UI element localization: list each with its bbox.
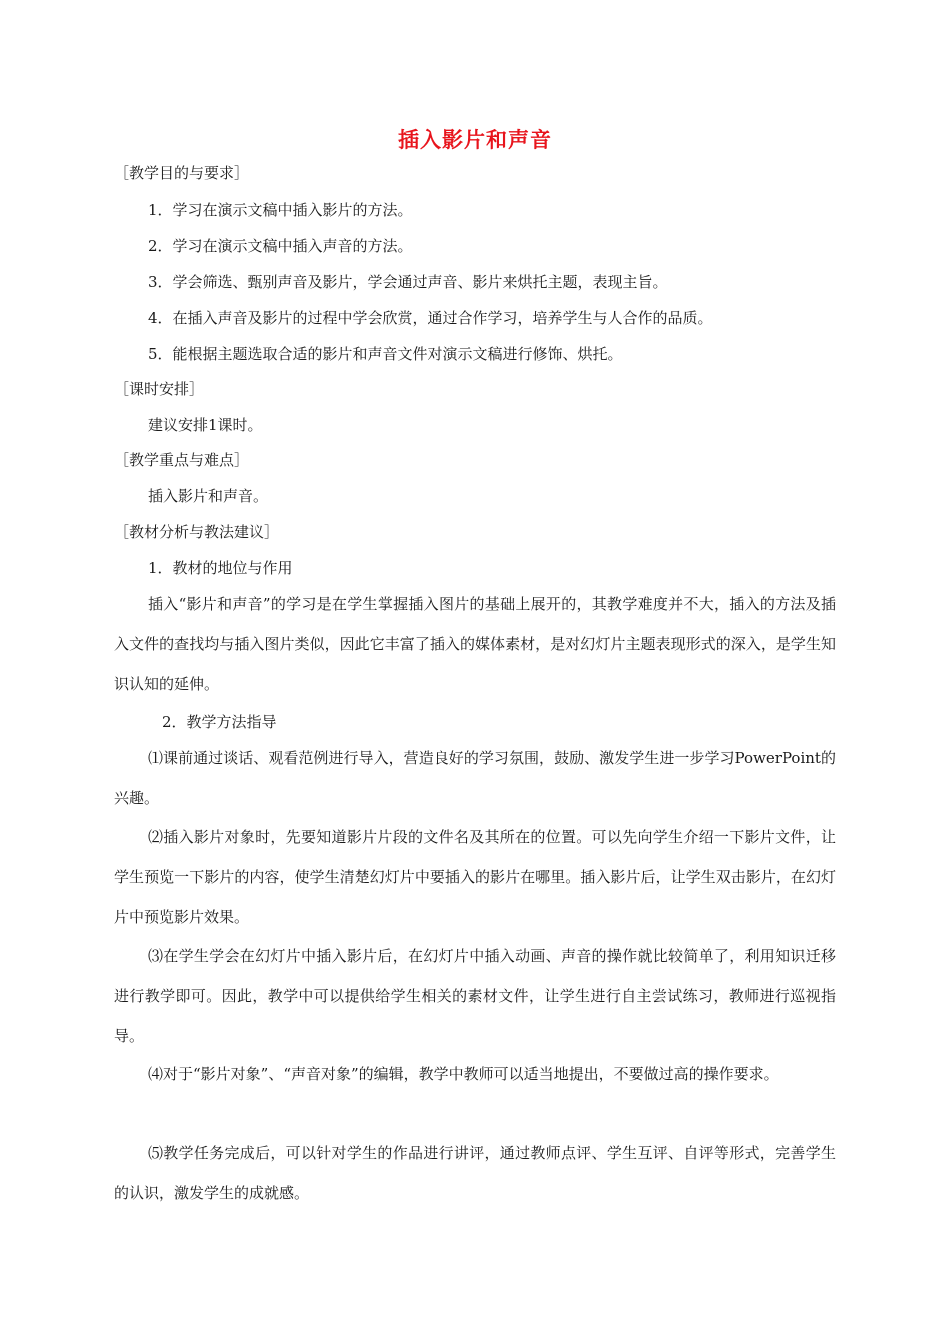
- schedule-heading: ［课时安排］: [114, 380, 205, 398]
- method-paragraph: ⑷对于“影片对象”、“声音对象”的编辑，教学中教师可以适当地提出，不要做过高的操作要求。: [148, 1065, 779, 1083]
- schedule-text: 建议安排1课时。: [148, 416, 263, 434]
- analysis-heading: ［教材分析与教法建议］: [114, 523, 280, 541]
- analysis-subheading: 1．教材的地位与作用: [148, 559, 293, 577]
- focus-heading: ［教学重点与难点］: [114, 451, 250, 469]
- method-paragraph: ⑵插入影片对象时，先要知道影片片段的文件名及其所在的位置。可以先向学生介绍一下影片文件，让学生预览一下影片的内容，使学生清楚幻灯片中要插入的影片在哪里。插入影片后，让学生双击影片，在幻灯片中预览影片效果。: [114, 828, 836, 926]
- goal-item: 1．学习在演示文稿中插入影片的方法。: [148, 201, 413, 219]
- document-title: 插入影片和声音: [398, 128, 552, 152]
- analysis-subheading: 2．教学方法指导: [162, 713, 277, 731]
- method-paragraph: ⑸教学任务完成后，可以针对学生的作品进行讲评，通过教师点评、学生互评、自评等形式，完善学生的认识，激发学生的成就感。: [114, 1144, 836, 1202]
- goals-heading: ［教学目的与要求］: [114, 164, 250, 182]
- goal-item: 3．学会筛选、甄别声音及影片，学会通过声音、影片来烘托主题，表现主旨。: [148, 273, 668, 291]
- goal-item: 2．学习在演示文稿中插入声音的方法。: [148, 237, 413, 255]
- goal-item: 5．能根据主题选取合适的影片和声音文件对演示文稿进行修饰、烘托。: [148, 345, 623, 363]
- goal-item: 4．在插入声音及影片的过程中学会欣赏，通过合作学习，培养学生与人合作的品质。: [148, 309, 713, 327]
- focus-text: 插入影片和声音。: [148, 487, 269, 505]
- analysis-paragraph: 插入“影片和声音”的学习是在学生掌握插入图片的基础上展开的，其教学难度并不大，插入的方法及插入文件的查找均与插入图片类似，因此它丰富了插入的媒体素材，是对幻灯片主题表现形式的深入，是学生知识认知的延伸。: [114, 595, 836, 693]
- method-paragraph: ⑶在学生学会在幻灯片中插入影片后，在幻灯片中插入动画、声音的操作就比较简单了，利用知识迁移进行教学即可。因此，教学中可以提供给学生相关的素材文件，让学生进行自主尝试练习，教师进行巡视指导。: [114, 947, 836, 1045]
- method-paragraph: ⑴课前通过谈话、观看范例进行导入，营造良好的学习氛围，鼓励、激发学生进一步学习PowerPoint的兴趣。: [114, 749, 836, 807]
